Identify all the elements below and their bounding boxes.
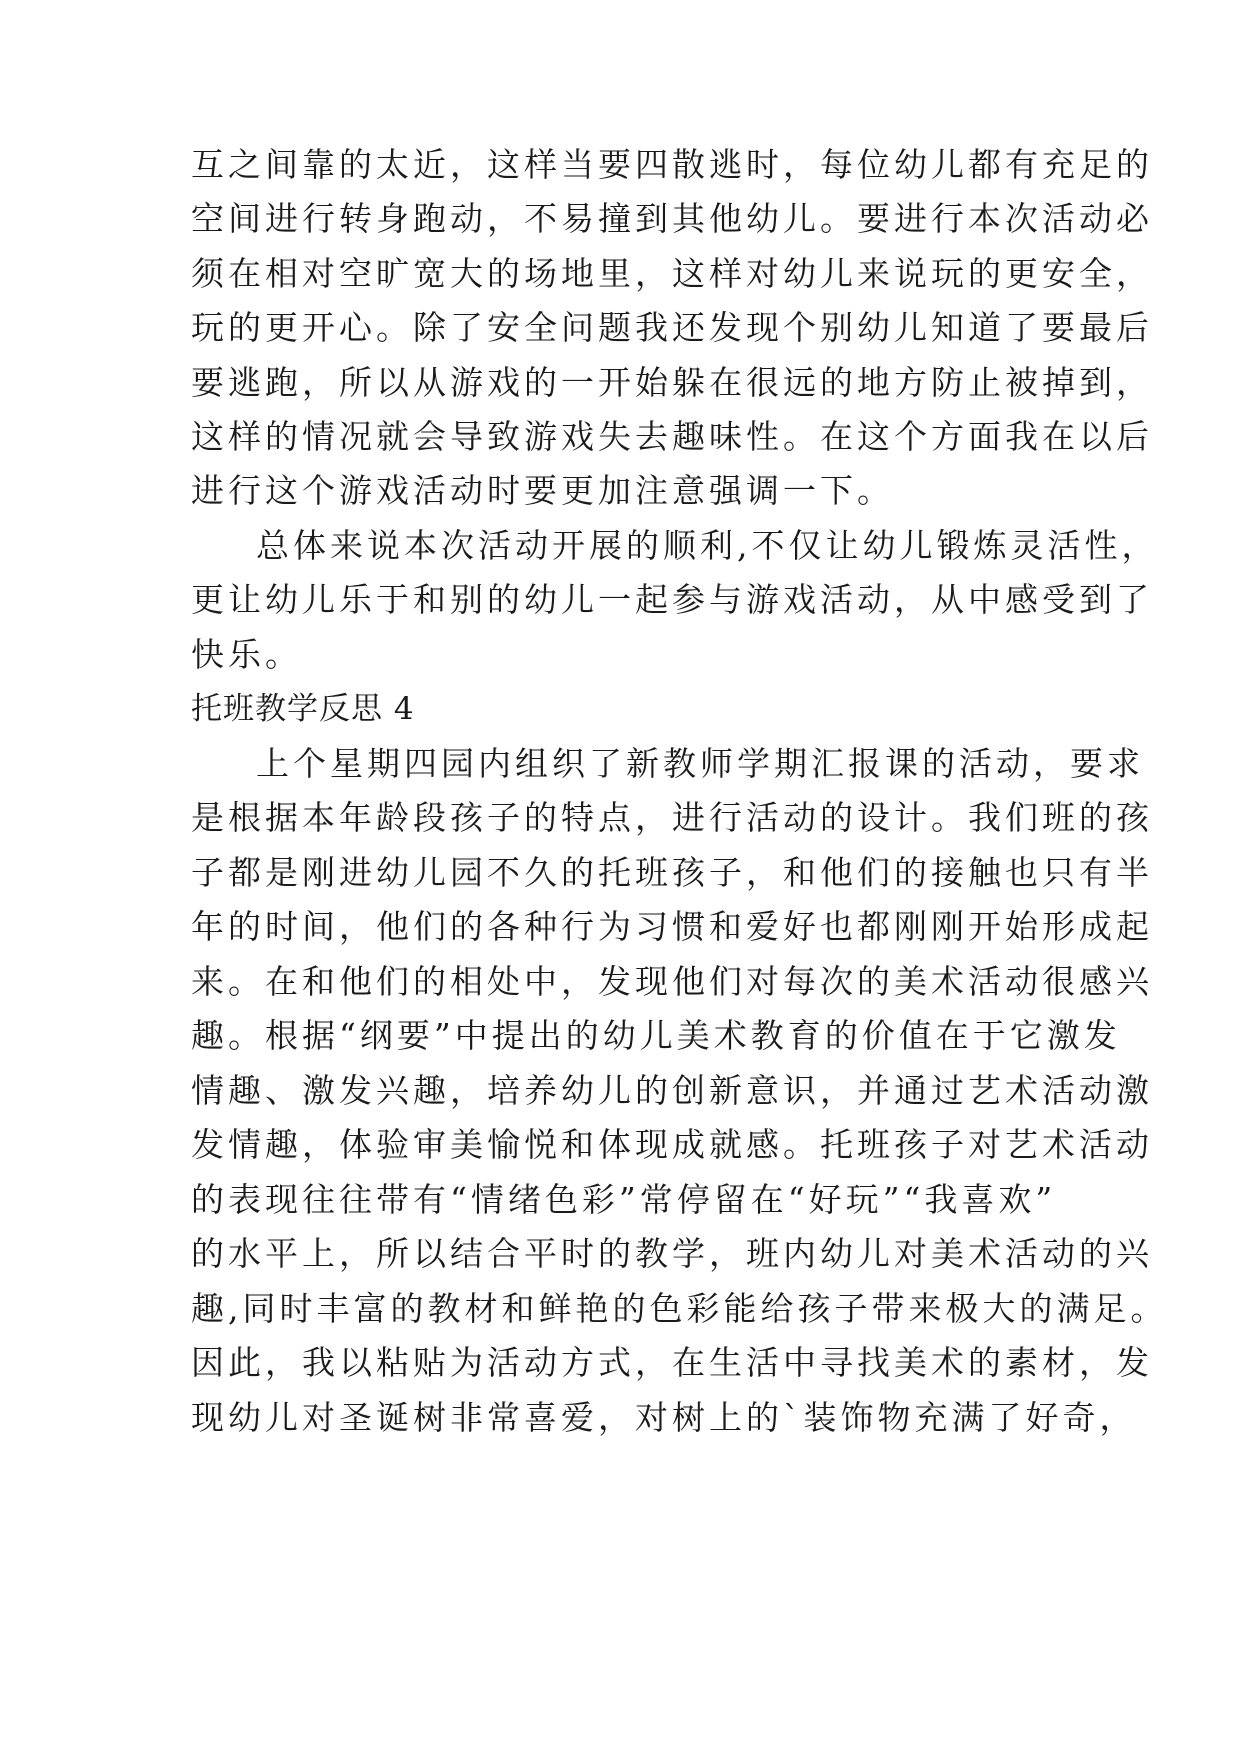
text-line: 现幼儿对圣诞树非常喜爱，对树上的`装饰物充满了好奇， [191, 1398, 1137, 1437]
section-heading: 托班教学反思 4 [191, 691, 415, 727]
text-line: 总体来说本次活动开展的顺利,不仅让幼儿锻炼灵活性， [256, 526, 1159, 565]
text-line: 是根据本年龄段孩子的特点，进行活动的设计。我们班的孩 [191, 798, 1153, 837]
text-line: 情趣、激发兴趣，培养幼儿的创新意识，并通过艺术活动激 [191, 1071, 1153, 1110]
text-line: 快乐。 [191, 635, 302, 674]
text-line: 趣,同时丰富的教材和鲜艳的色彩能给孩子带来极大的满足。 [191, 1289, 1168, 1328]
text-line: 因此，我以粘贴为活动方式，在生活中寻找美术的素材，发 [191, 1343, 1153, 1382]
text-line: 进行这个游戏活动时要更加注意强调一下。 [191, 471, 894, 510]
text-line: 的水平上，所以结合平时的教学，班内幼儿对美术活动的兴 [191, 1234, 1153, 1273]
text-line: 上个星期四园内组织了新教师学期汇报课的活动，要求 [256, 744, 1144, 783]
text-line: 这样的情况就会导致游戏失去趣味性。在这个方面我在以后 [191, 417, 1153, 456]
text-line: 年的时间，他们的各种行为习惯和爱好也都刚刚开始形成起 [191, 907, 1153, 946]
text-line: 玩的更开心。除了安全问题我还发现个别幼儿知道了要最后 [191, 308, 1153, 347]
text-line: 互之间靠的太近，这样当要四散逃时，每位幼儿都有充足的 [191, 145, 1153, 184]
text-line: 来。在和他们的相处中，发现他们对每次的美术活动很感兴 [191, 962, 1153, 1001]
text-line: 发情趣，体验审美愉悦和体现成就感。托班孩子对艺术活动 [191, 1125, 1153, 1164]
text-line: 子都是刚进幼儿园不久的托班孩子，和他们的接触也只有半 [191, 853, 1153, 892]
text-line: 趣。根据“纲要”中提出的幼儿美术教育的价值在于它激发 [191, 1016, 1121, 1055]
text-line: 空间进行转身跑动，不易撞到其他幼儿。要进行本次活动必 [191, 199, 1153, 238]
text-line: 更让幼儿乐于和别的幼儿一起参与游戏活动，从中感受到了 [191, 580, 1153, 619]
text-line: 的表现往往带有“情绪色彩”常停留在“好玩”“我喜欢” [191, 1180, 1057, 1219]
text-line: 要逃跑，所以从游戏的一开始躲在很远的地方防止被掉到， [191, 363, 1153, 402]
text-line: 须在相对空旷宽大的场地里，这样对幼儿来说玩的更安全， [191, 254, 1153, 293]
